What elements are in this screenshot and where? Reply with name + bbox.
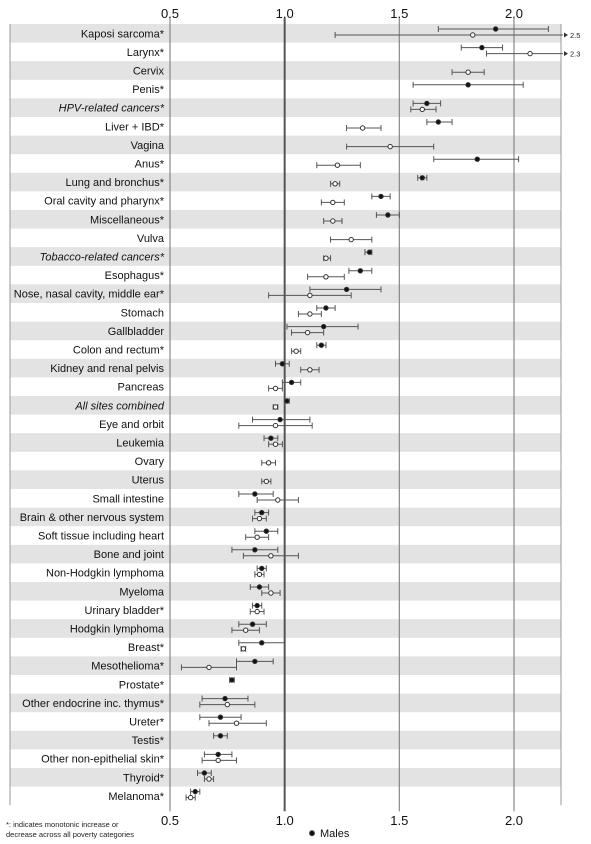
x-axis-top [161, 6, 523, 21]
male-point [280, 362, 284, 366]
female-point [349, 237, 353, 241]
male-point [250, 622, 254, 626]
male-point [230, 678, 234, 682]
row-label: Penis* [132, 84, 164, 97]
row-label: Liver + IBD* [105, 121, 164, 134]
male-point [253, 548, 257, 552]
footnote [6, 820, 134, 839]
row-label: Stomach [120, 307, 164, 320]
male-point [367, 250, 371, 254]
x-tick-label-top: 1.0 [275, 6, 294, 21]
row-label: Anus* [134, 158, 164, 171]
female-point [225, 702, 229, 706]
male-point [278, 417, 282, 421]
male-point [253, 659, 257, 663]
row-label: Kaposi sarcoma* [80, 28, 164, 41]
female-point [294, 349, 298, 353]
female-point [273, 423, 277, 427]
row-label: Miscellaneous* [90, 214, 164, 227]
row-label: Uterus [131, 474, 164, 487]
female-point [234, 721, 238, 725]
row-label: Other non-epithelial skin* [41, 753, 164, 766]
row-label: Breast* [127, 642, 164, 655]
x-tick-label-top: 1.5 [390, 6, 409, 21]
female-point [471, 33, 475, 37]
female-point [269, 554, 273, 558]
female-point [255, 535, 259, 539]
female-point [273, 386, 277, 390]
row-label: Testis* [131, 735, 164, 748]
female-point [388, 144, 392, 148]
row-label: Lung and bronchus* [65, 177, 164, 190]
female-point [324, 275, 328, 279]
row-label: Eye and orbit [99, 418, 164, 431]
row-label: Soft tissue including heart [38, 530, 164, 543]
female-point [308, 293, 312, 297]
male-point [269, 436, 273, 440]
female-point [273, 442, 277, 446]
row-label: Vagina [130, 139, 164, 152]
female-point [308, 312, 312, 316]
overflow-labels [564, 31, 580, 59]
male-point [425, 101, 429, 105]
row-label: Small intestine [92, 493, 164, 506]
male-point [260, 510, 264, 514]
row-label: Non-Hodgkin lymphoma [46, 567, 164, 580]
row-label: Bone and joint [93, 549, 164, 562]
male-point [344, 287, 348, 291]
row-label: Pancreas [117, 381, 164, 394]
female-point [333, 182, 337, 186]
row-label: Melanoma* [108, 790, 164, 803]
row-label: Myeloma [119, 586, 164, 599]
row-label: Colon and rectum* [72, 344, 164, 357]
male-point [260, 641, 264, 645]
row-label: Prostate* [118, 679, 164, 692]
male-point [321, 324, 325, 328]
female-point [255, 609, 259, 613]
row-label: Hodgkin lymphoma [69, 623, 164, 636]
legend-marker [310, 831, 315, 836]
row-label: Tobacco-related cancers* [39, 251, 164, 264]
row-label: Esophagus* [104, 270, 164, 283]
female-point [207, 665, 211, 669]
row-label: Larynx* [126, 46, 164, 59]
female-point [305, 330, 309, 334]
female-point [264, 479, 268, 483]
male-point [260, 566, 264, 570]
female-point [331, 219, 335, 223]
female-point [273, 405, 277, 409]
row-label: Kidney and renal pelvis [50, 363, 164, 376]
male-point [480, 45, 484, 49]
male-point [358, 269, 362, 273]
female-point [308, 368, 312, 372]
female-point [466, 70, 470, 74]
overflow-arrow [564, 51, 568, 56]
male-point [218, 734, 222, 738]
row-label: Vulva [136, 232, 164, 245]
row-label: Nose, nasal cavity, middle ear* [13, 288, 164, 301]
row-label: Other endocrine inc. thymus* [22, 697, 164, 710]
legend [310, 828, 363, 844]
male-point [255, 603, 259, 607]
female-point [207, 777, 211, 781]
row-label: Brain & other nervous system [19, 511, 164, 524]
x-tick-label-bottom: 0.5 [160, 813, 180, 829]
male-point [386, 213, 390, 217]
female-point [257, 516, 261, 520]
male-point [493, 27, 497, 31]
female-point [360, 126, 364, 130]
row-label: Ureter* [129, 716, 164, 729]
footnote-line-2: decrease across all poverty categories [6, 830, 134, 840]
male-point [324, 306, 328, 310]
female-point [266, 461, 270, 465]
row-label: Urinary bladder* [84, 604, 164, 617]
female-point [241, 647, 245, 651]
male-point [193, 789, 197, 793]
female-point [257, 572, 261, 576]
male-point [379, 194, 383, 198]
male-point [285, 399, 289, 403]
row-label: HPV-related cancers* [58, 102, 164, 115]
row-label: Oral cavity and pharynx* [44, 195, 164, 208]
female-point [331, 200, 335, 204]
x-tick-label-bottom: 1.5 [390, 813, 409, 829]
male-point [257, 585, 261, 589]
row-label: Thyroid* [123, 772, 164, 785]
female-point [243, 628, 247, 632]
x-axis-bottom [161, 813, 523, 828]
overflow-arrow [564, 33, 568, 38]
female-point [528, 51, 532, 55]
x-tick-label-top: 2.0 [504, 6, 524, 21]
row-label: All sites combined [75, 400, 164, 413]
row-label: Gallbladder [107, 325, 164, 338]
male-point [475, 157, 479, 161]
male-point [319, 343, 323, 347]
x-tick-label-top: 0.5 [160, 6, 180, 21]
female-point [188, 795, 192, 799]
male-point [202, 771, 206, 775]
legend-label: Males [320, 828, 350, 841]
female-point [216, 758, 220, 762]
male-point [264, 529, 268, 533]
male-point [466, 83, 470, 87]
row-label: Leukemia [116, 437, 164, 450]
row-label: Cervix [132, 65, 164, 78]
row-label: Mesothelioma* [91, 660, 164, 673]
female-point [324, 256, 328, 260]
male-point [420, 176, 424, 180]
row-label: Ovary [134, 456, 164, 469]
x-tick-label-bottom: 2.0 [504, 813, 524, 829]
x-tick-label-bottom: 1.0 [275, 813, 294, 829]
overflow-label: 2.3 [570, 49, 581, 59]
male-point [289, 380, 293, 384]
male-point [253, 492, 257, 496]
overflow-label: 2.5 [570, 31, 581, 40]
male-point [223, 696, 227, 700]
footnote-line-1: *: indicates monotonic increase or [6, 820, 119, 830]
female-point [269, 591, 273, 595]
female-point [420, 107, 424, 111]
female-point [335, 163, 339, 167]
male-point [218, 715, 222, 719]
female-point [276, 498, 280, 502]
male-point [436, 120, 440, 124]
male-point [216, 752, 220, 756]
